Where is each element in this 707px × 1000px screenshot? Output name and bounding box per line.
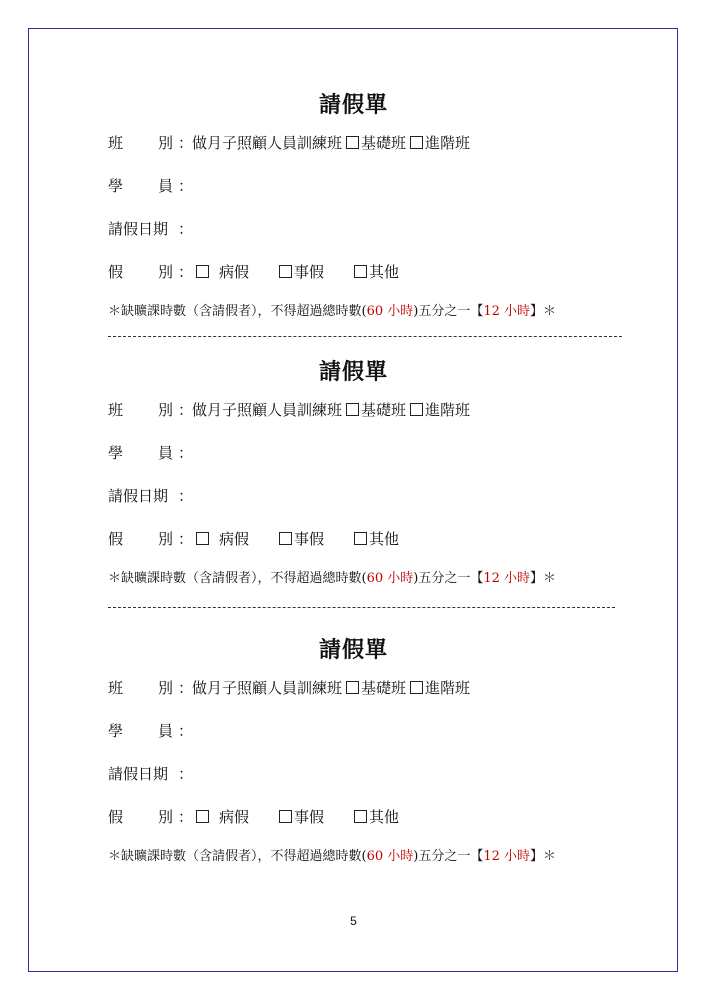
note-middle: )五分之一【 xyxy=(413,571,484,586)
personal-leave-label: 事假 xyxy=(294,263,325,281)
basic-class-label: 基礎班 xyxy=(361,679,407,697)
leave-type-row xyxy=(108,528,399,549)
other-leave-checkbox[interactable] xyxy=(354,265,367,278)
date-row xyxy=(108,763,192,784)
note-limit-hours: 12 小時 xyxy=(483,304,531,319)
colon: ： xyxy=(178,177,194,195)
leave-label-b: 別 xyxy=(158,263,174,281)
advanced-class-label: 進階班 xyxy=(425,134,471,152)
date-row xyxy=(108,485,192,506)
class-value: 做月子照顧人員訓練班 xyxy=(192,679,343,697)
date-row xyxy=(108,218,192,239)
form-title: 請假單 xyxy=(318,92,388,118)
colon: ： xyxy=(178,765,194,783)
class-row xyxy=(108,677,470,698)
form-title: 請假單 xyxy=(318,637,388,663)
student-label-a: 學 xyxy=(108,444,124,462)
student-label-a: 學 xyxy=(108,722,124,740)
note-limit-hours: 12 小時 xyxy=(483,849,531,864)
colon: ： xyxy=(178,530,194,548)
date-label: 請假日期 xyxy=(108,220,169,238)
class-label-b: 別 xyxy=(158,401,174,419)
student-row xyxy=(108,175,192,196)
basic-class-checkbox[interactable] xyxy=(346,403,359,416)
advanced-class-checkbox[interactable] xyxy=(410,403,423,416)
date-label: 請假日期 xyxy=(108,487,169,505)
student-label-a: 學 xyxy=(108,177,124,195)
student-row xyxy=(108,720,192,741)
note-suffix: 】＊ xyxy=(530,571,557,586)
colon: ： xyxy=(178,401,194,419)
basic-class-label: 基礎班 xyxy=(361,134,407,152)
leave-label-a: 假 xyxy=(108,530,124,548)
other-leave-checkbox[interactable] xyxy=(354,810,367,823)
note-prefix: ＊缺曠課時數（含請假者），不得超過總時數( xyxy=(108,849,367,864)
sick-leave-label: 病假 xyxy=(219,808,250,826)
colon: ： xyxy=(178,487,194,505)
colon: ： xyxy=(178,263,194,281)
leave-label-a: 假 xyxy=(108,263,124,281)
class-label-b: 別 xyxy=(158,134,174,152)
basic-class-checkbox[interactable] xyxy=(346,681,359,694)
sick-leave-checkbox[interactable] xyxy=(196,532,209,545)
advanced-class-label: 進階班 xyxy=(425,679,471,697)
note-middle: )五分之一【 xyxy=(413,304,484,319)
personal-leave-checkbox[interactable] xyxy=(279,532,292,545)
class-row xyxy=(108,399,470,420)
other-leave-checkbox[interactable] xyxy=(354,532,367,545)
colon: ： xyxy=(178,808,194,826)
advanced-class-checkbox[interactable] xyxy=(410,681,423,694)
colon: ： xyxy=(178,722,194,740)
form-title: 請假單 xyxy=(318,359,388,385)
leave-label-b: 別 xyxy=(158,808,174,826)
other-leave-label: 其他 xyxy=(369,263,400,281)
class-label-a: 班 xyxy=(108,679,124,697)
cut-line-1 xyxy=(108,336,622,337)
note-prefix: ＊缺曠課時數（含請假者），不得超過總時數( xyxy=(108,571,367,586)
sick-leave-checkbox[interactable] xyxy=(196,265,209,278)
absence-note xyxy=(108,567,556,586)
advanced-class-label: 進階班 xyxy=(425,401,471,419)
colon: ： xyxy=(178,220,194,238)
personal-leave-label: 事假 xyxy=(294,530,325,548)
leave-type-row xyxy=(108,261,399,282)
class-value: 做月子照顧人員訓練班 xyxy=(192,134,343,152)
leave-label-a: 假 xyxy=(108,808,124,826)
colon: ： xyxy=(178,444,194,462)
note-total-hours: 60 小時 xyxy=(366,571,414,586)
colon: ： xyxy=(178,679,194,697)
student-label-b: 員 xyxy=(158,177,174,195)
sick-leave-label: 病假 xyxy=(219,263,250,281)
personal-leave-checkbox[interactable] xyxy=(279,810,292,823)
student-row xyxy=(108,442,192,463)
student-label-b: 員 xyxy=(158,722,174,740)
basic-class-checkbox[interactable] xyxy=(346,136,359,149)
note-prefix: ＊缺曠課時數（含請假者），不得超過總時數( xyxy=(108,304,367,319)
cut-line-2 xyxy=(108,607,615,608)
sick-leave-checkbox[interactable] xyxy=(196,810,209,823)
sick-leave-label: 病假 xyxy=(219,530,250,548)
class-label-b: 別 xyxy=(158,679,174,697)
note-suffix: 】＊ xyxy=(530,849,557,864)
leave-type-row xyxy=(108,806,399,827)
class-value: 做月子照顧人員訓練班 xyxy=(192,401,343,419)
student-label-b: 員 xyxy=(158,444,174,462)
other-leave-label: 其他 xyxy=(369,808,400,826)
personal-leave-checkbox[interactable] xyxy=(279,265,292,278)
class-row xyxy=(108,132,470,153)
class-label-a: 班 xyxy=(108,134,124,152)
date-label: 請假日期 xyxy=(108,765,169,783)
note-limit-hours: 12 小時 xyxy=(483,571,531,586)
other-leave-label: 其他 xyxy=(369,530,400,548)
note-total-hours: 60 小時 xyxy=(366,849,414,864)
absence-note xyxy=(108,300,556,319)
note-middle: )五分之一【 xyxy=(413,849,484,864)
personal-leave-label: 事假 xyxy=(294,808,325,826)
leave-label-b: 別 xyxy=(158,530,174,548)
colon: ： xyxy=(178,134,194,152)
class-label-a: 班 xyxy=(108,401,124,419)
basic-class-label: 基礎班 xyxy=(361,401,407,419)
page-number: 5 xyxy=(350,914,357,928)
note-suffix: 】＊ xyxy=(530,304,557,319)
advanced-class-checkbox[interactable] xyxy=(410,136,423,149)
absence-note xyxy=(108,845,556,864)
note-total-hours: 60 小時 xyxy=(366,304,414,319)
